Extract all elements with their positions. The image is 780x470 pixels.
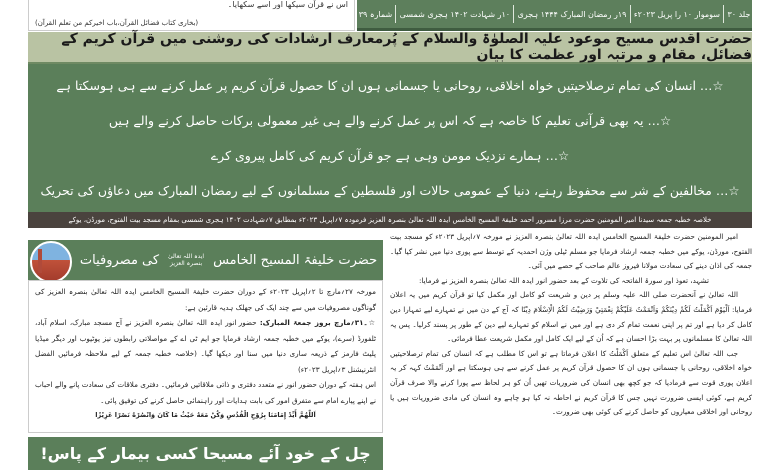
divider [723, 5, 724, 23]
minaret-shape [38, 249, 42, 273]
hadith-quote: اس نے قرآن سیکھا اور اسے سکھایا۔ [227, 0, 348, 9]
sermon-paragraph: امیر المومنین حضرت خلیفۃ المسیح الخامس ایدہ اللہ تعالیٰ بنصرہ العزیز نے مورخہ ۷؍اپریل ۲۰۲۳ء کو مسجد بیت الفتوح، مورڈن، یوکے میں خطبہ جمعہ ارشاد فرمایا جو مسلم ٹیلی وژن احمدیہ کے توسط سے پوری دنیا میں نشر کیا گیا۔ جمعہ کی اذان دینے کی سعادت مولانا فیروز عالم صاحب کے حصے میں آئی۔ [390, 232, 752, 271]
entry-heading: ☆۔۳۱؍مارچ بروز جمعۃ المبارک: [259, 318, 376, 327]
sermon-paragraph: تشہد، تعوذ اور سورۃ الفاتحہ کی تلاوت کے بعد حضور انور ایدہ اللہ تعالیٰ بنصرہ العزیز نے فرمایا: [418, 275, 710, 285]
shamsi-date: ۱۰ر شہادت ۱۴۰۲ ہجری شمسی [399, 9, 511, 19]
headline: حضرت اقدس مسیح موعود علیہ الصلوٰۃ والسلام کے پُرمعارف ارشادات کی روشنی میں قرآن کریم کے فضائل، مقام و مرتبہ اور عظمت کا بیان [28, 32, 752, 64]
masthead [357, 0, 752, 31]
mosque-image [30, 241, 72, 283]
section-title-end: کی مصروفیات [79, 252, 160, 268]
week-text: اس ہفتہ کے دوران حضور انور نے متعدد دفتری و ذاتی ملاقاتیں فرمائیں۔ دفتری ملاقات کی سعادت پانے والے احباب نے اپنے پیارے امام سے متفرق امور کی بابت ہدایات اور راہنمائی حاصل کرنے کی توفیق پائی۔ [35, 380, 376, 405]
highlight-item: ☆… انسان کی تمام ترصلاحیتیں خواہ اخلاقی، روحانی یا جسمانی ہوں ان کا حصول قرآن کریم پر عمل کرنے سے ہی ہوسکتا ہے [56, 78, 724, 93]
sermon-text [390, 230, 752, 470]
divider [630, 5, 631, 23]
prayer-text: اَللّٰهُمَّ أَيِّدْ إِمَامَنَا بِرُوْحِ الْقُدُسِ وَكُنْ مَعَهُ حَيْثُ مَا كَانَ وَانْصُرْهُ نَصْرًا عَزِيْزًا [95, 411, 316, 419]
sermon-paragraph: اللہ تعالیٰ نے آنحضرت صلی اللہ علیہ وسلم پر دین و شریعت کو کامل اور مکمل کیا تو قرآن کریم میں یہ اعلان فرمایا: اَلْيَوْمَ اَكْمَلْتُ لَكُمْ دِيْنَكُمْ وَاَتْمَمْتُ عَلَيْكُمْ نِعْمَتِيْ وَرَضِيْتُ لَكُمُ الْاِسْلَامَ دِيْنًا کہ آج کے دن میں نے تمہارے لیے تمہارا دین کامل کر دیا ہے اور تم پر اپنی نعمت تمام کر دی ہے اور میں نے اسلام کو تمہارے لیے دین کے طور پر پسند کرلیا۔ پس یہ اللہ تعالیٰ کا مسلمانوں پر بہت بڑا احسان ہے کہ اُن کے لیے ایک کامل اور مکمل شریعت عطا فرمائی۔ [390, 290, 752, 344]
divider [395, 5, 396, 23]
entry-body: حضور انور ایدہ اللہ تعالیٰ بنصرہ العزیز نے آج مسجد مبارک، اسلام آباد، ٹلفورڈ (سرے)، یوکے میں خطبہ جمعہ ارشاد فرمایا جو ایم ٹی اے کے مواصلاتی رابطوں نیز یوٹیوب اور دیگر میڈیا پلیٹ فارمز کے ذریعہ ساری دنیا میں سنا اور دیکھا گیا۔ (خلاصہ خطبہ جمعہ کے لیے ملاحظہ فرمائیں الفضل انٹرنیشنل ۳؍اپریل ۲۰۲۳ء) [35, 318, 376, 374]
khalifa-section-body [28, 280, 383, 433]
highlight-item: ☆… مخالفین کے شر سے محفوظ رہنے، دنیا کے عمومی حالات اور فلسطین کے مسلمانوں کے لیے رمضان المبارک میں دعاؤں کی تحریک [40, 183, 740, 198]
poetry-banner: چل کے خود آئے مسیحا کسی بیمار کے پاس! [28, 437, 383, 470]
hadith-box [28, 0, 355, 31]
intro-text: مورخہ ۲۷؍مارچ تا ۲؍اپریل ۲۰۲۳ء کے دوران حضرت خلیفۃ المسیح الخامس ایدہ اللہ تعالیٰ بنصرہ العزیز کی گوناگوں مصروفیات میں سے چند ایک کی جھلک ہدیہ قارئین ہے: [35, 287, 376, 312]
section-title-small: ایدہ اللہ تعالیٰ بنصرہ العزیز [168, 253, 205, 267]
issue-number: شمارہ ۳۹ [358, 9, 393, 19]
sermon-summary-strip: خلاصہ خطبہ جمعہ سیدنا امیر المومنین حضرت مرزا مسرور احمد خلیفۃ المسیح الخامس ایدہ اللہ تعالیٰ بنصرہ العزیز فرمودہ ۷؍اپریل ۲۰۲۳ء بمطابق ۷؍شہادت ۱۴۰۲ ہجری شمسی بمقام مسجد بیت الفتوح، مورڈن، یوکے [28, 212, 752, 228]
hijri-date: ۱۹ر رمضان المبارک ۱۴۴۴ ہجری [517, 9, 627, 19]
volume: جلد ۳۰ [727, 9, 751, 19]
highlights-box [28, 64, 752, 212]
gregorian-date: سوموار ۱۰ را پریل ۲۰۲۳ء [633, 9, 720, 19]
sermon-paragraph: جب اللہ تعالیٰ اس تعلیم کے متعلق اَكْمَلْتُ کا اعلان فرماتا ہے تو اس کا مطلب ہے کہ انسان کی تمام ترصلاحیتیں خواہ اخلاقی، روحانی یا جسمانی ہوں ان کا حصول قرآن کریم پر عمل کرنے سے ہی ہوسکتا ہے اور اَتْمَمْتُ کہہ کر یہ اعلان پوری قوت سے فرمادیا کہ جو کچھ بھی انسان کی ضروریات تھیں اُن کو ہر لحاظ سے پورا کرنے والا صرف قرآن کریم ہے، کوئی ایسی ضرورت نہیں جس کا قرآن کریم نے احاطہ نہ کیا ہو چاہے وہ انسان کی مادی ضروریات ہیں یا روحانی اور اخلاقی معیاروں کو حاصل کرنے کی کوئی بھی ضرورت۔ [390, 348, 752, 417]
section-title-main: حضرت خلیفۃ المسیح الخامس [213, 252, 378, 268]
highlight-item: ☆… یہ بھی قرآنی تعلیم کا خاصہ ہے کہ اس پر عمل کرنے والے ہی غیر معمولی برکات حاصل کرنے والے ہیں [108, 113, 672, 128]
khalifa-section-header [28, 240, 383, 280]
highlight-item: ☆… ہمارے نزدیک مومن وہی ہے جو قرآن کریم کی کامل پیروی کرے [210, 148, 570, 163]
divider [513, 5, 514, 23]
hadith-reference: (بخاری کتاب فضائل القرآن،باب اخیرکم من تعلم القرآن) [35, 19, 199, 27]
